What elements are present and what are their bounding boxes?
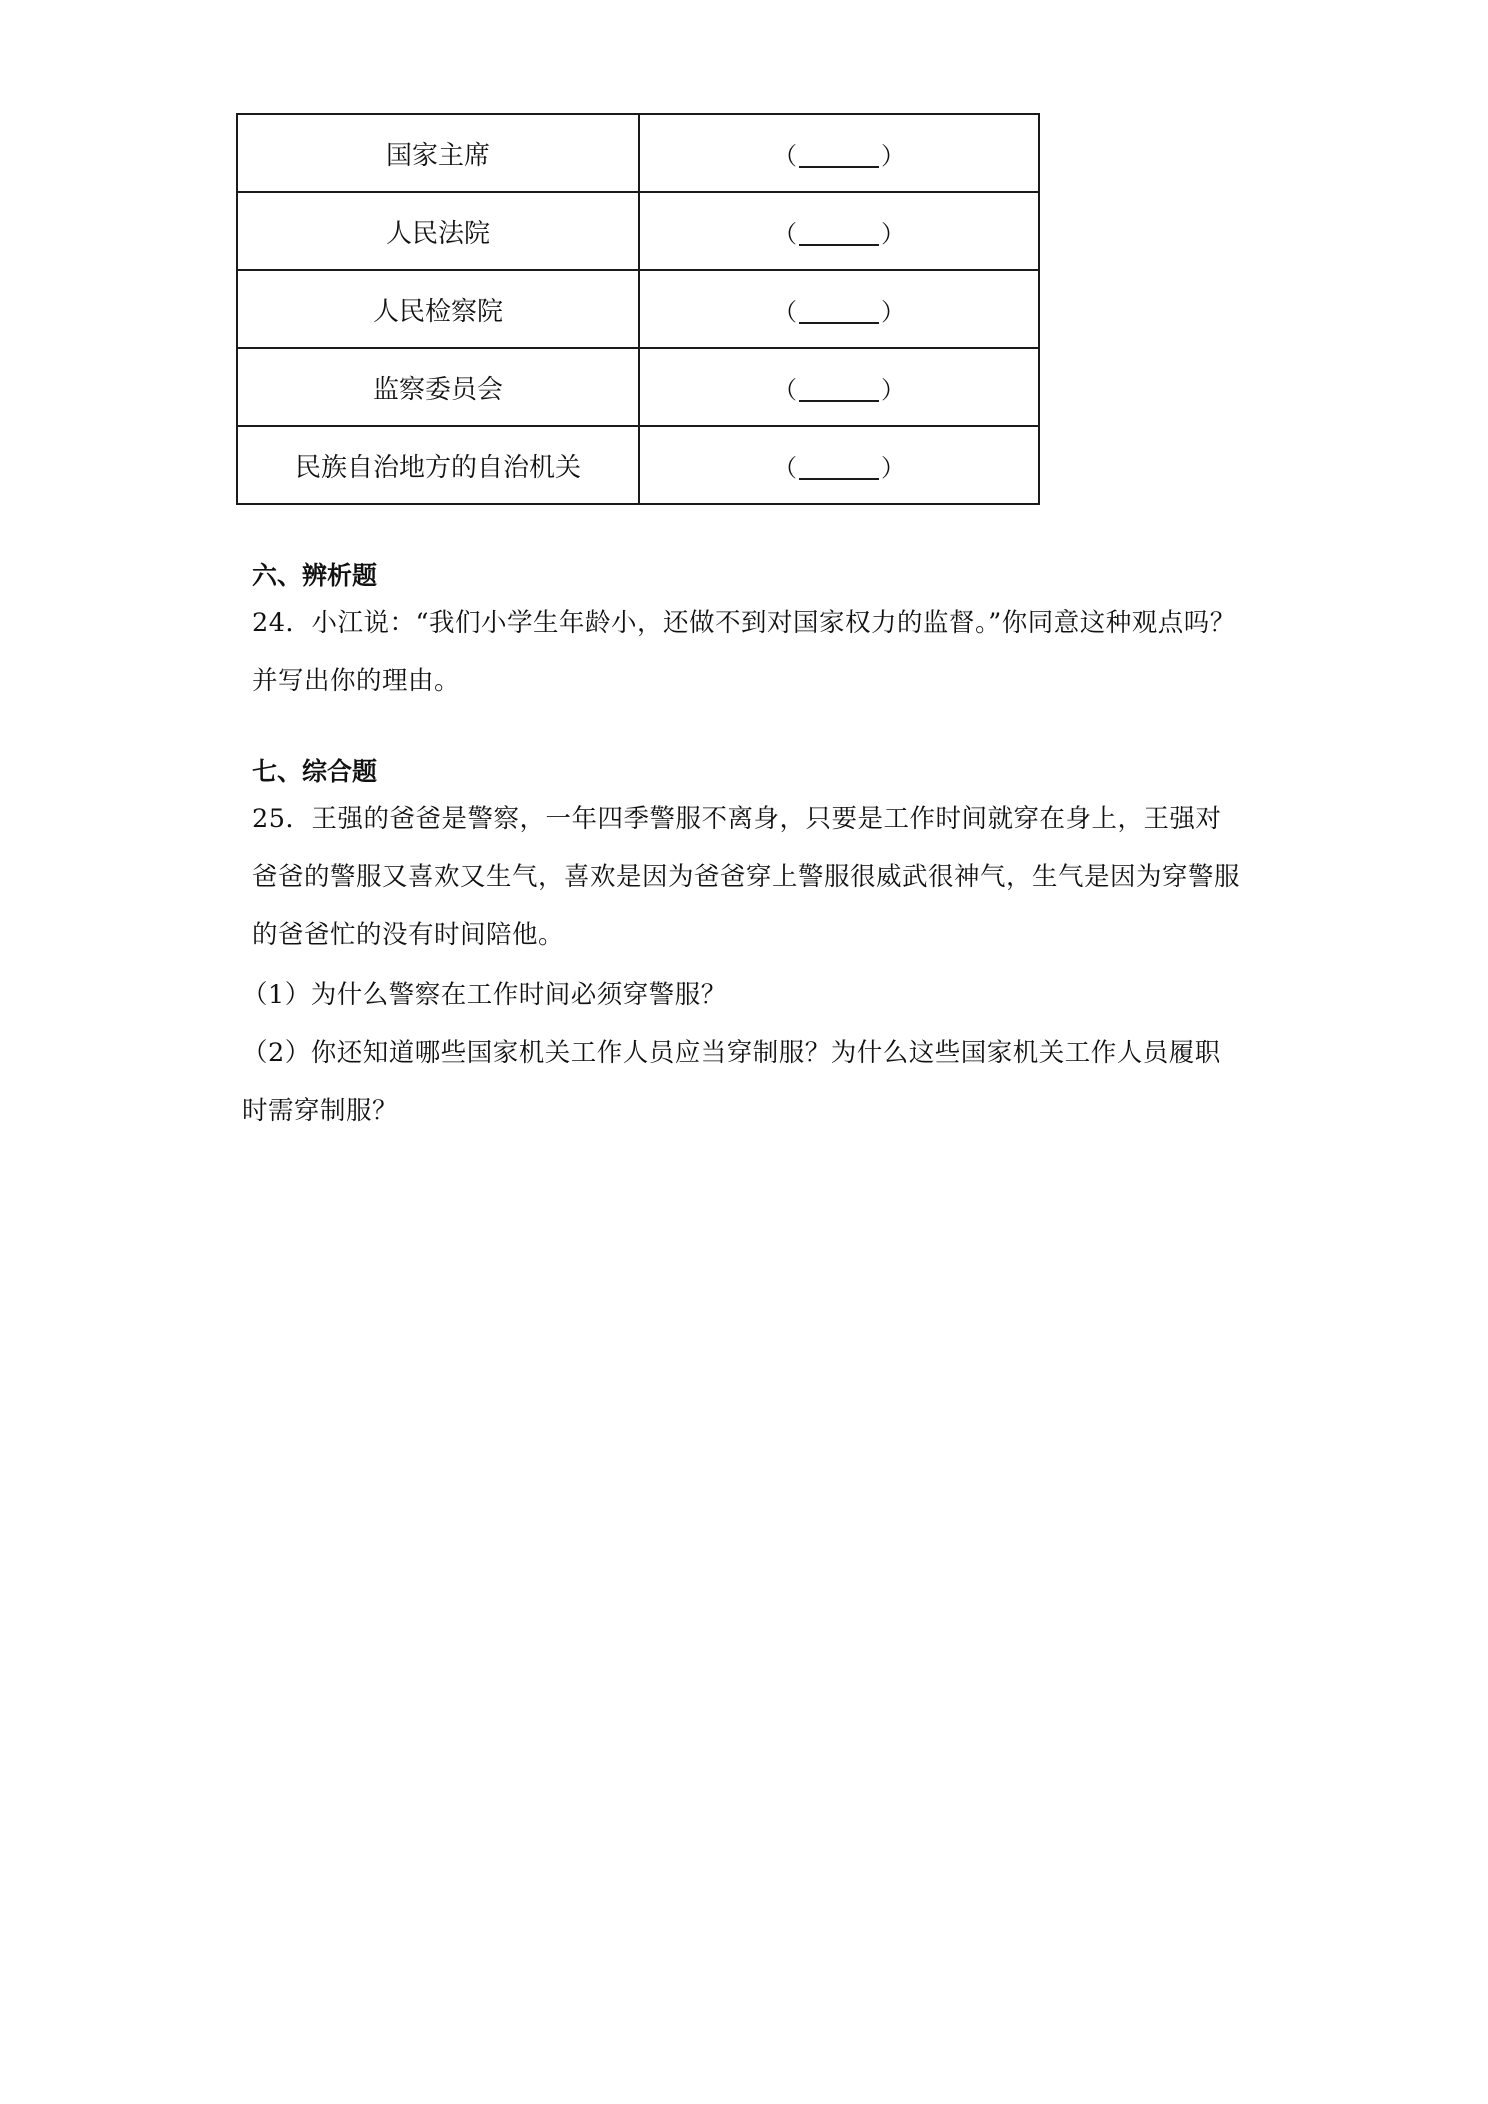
agency-name: 监察委员会 <box>237 348 639 426</box>
table-row <box>237 348 1039 426</box>
table-row <box>237 192 1039 270</box>
answer-blank: （ ） <box>639 348 1039 426</box>
question-25-sub-2: （2）你还知道哪些国家机关工作人员应当穿制服？为什么这些国家机关工作人员履职时需穿制服？ <box>242 1038 1221 1126</box>
agency-name: 国家主席 <box>237 114 639 192</box>
answer-blank: （ ） <box>639 114 1039 192</box>
blank-line <box>799 400 879 402</box>
blank-line <box>799 244 879 246</box>
blank-line <box>799 322 879 324</box>
agency-name: 民族自治地方的自治机关 <box>237 426 639 504</box>
answer-blank: （ ） <box>639 192 1039 270</box>
agency-name: 人民检察院 <box>237 270 639 348</box>
question-25: 25．王强的爸爸是警察，一年四季警服不离身，只要是工作时间就穿在身上，王强对爸爸的警服又喜欢又生气，喜欢是因为爸爸穿上警服很威武很神气，生气是因为穿警服的爸爸忙的没有时间陪他。 <box>252 804 1241 950</box>
section-heading-comprehensive: 七、综合题 <box>252 757 378 786</box>
question-24: 24．小江说：“我们小学生年龄小，还做不到对国家权力的监督。”你同意这种观点吗？并写出你的理由。 <box>252 608 1236 696</box>
section-heading-analysis: 六、辨析题 <box>252 561 378 590</box>
agency-table <box>236 113 1040 505</box>
answer-blank: （ ） <box>639 270 1039 348</box>
table-row <box>237 114 1039 192</box>
table-row <box>237 426 1039 504</box>
blank-line <box>799 478 879 480</box>
blank-line <box>799 166 879 168</box>
table-row <box>237 270 1039 348</box>
question-25-sub-1: （1）为什么警察在工作时间必须穿警服？ <box>242 980 727 1010</box>
agency-name: 人民法院 <box>237 192 639 270</box>
answer-blank: （ ） <box>639 426 1039 504</box>
